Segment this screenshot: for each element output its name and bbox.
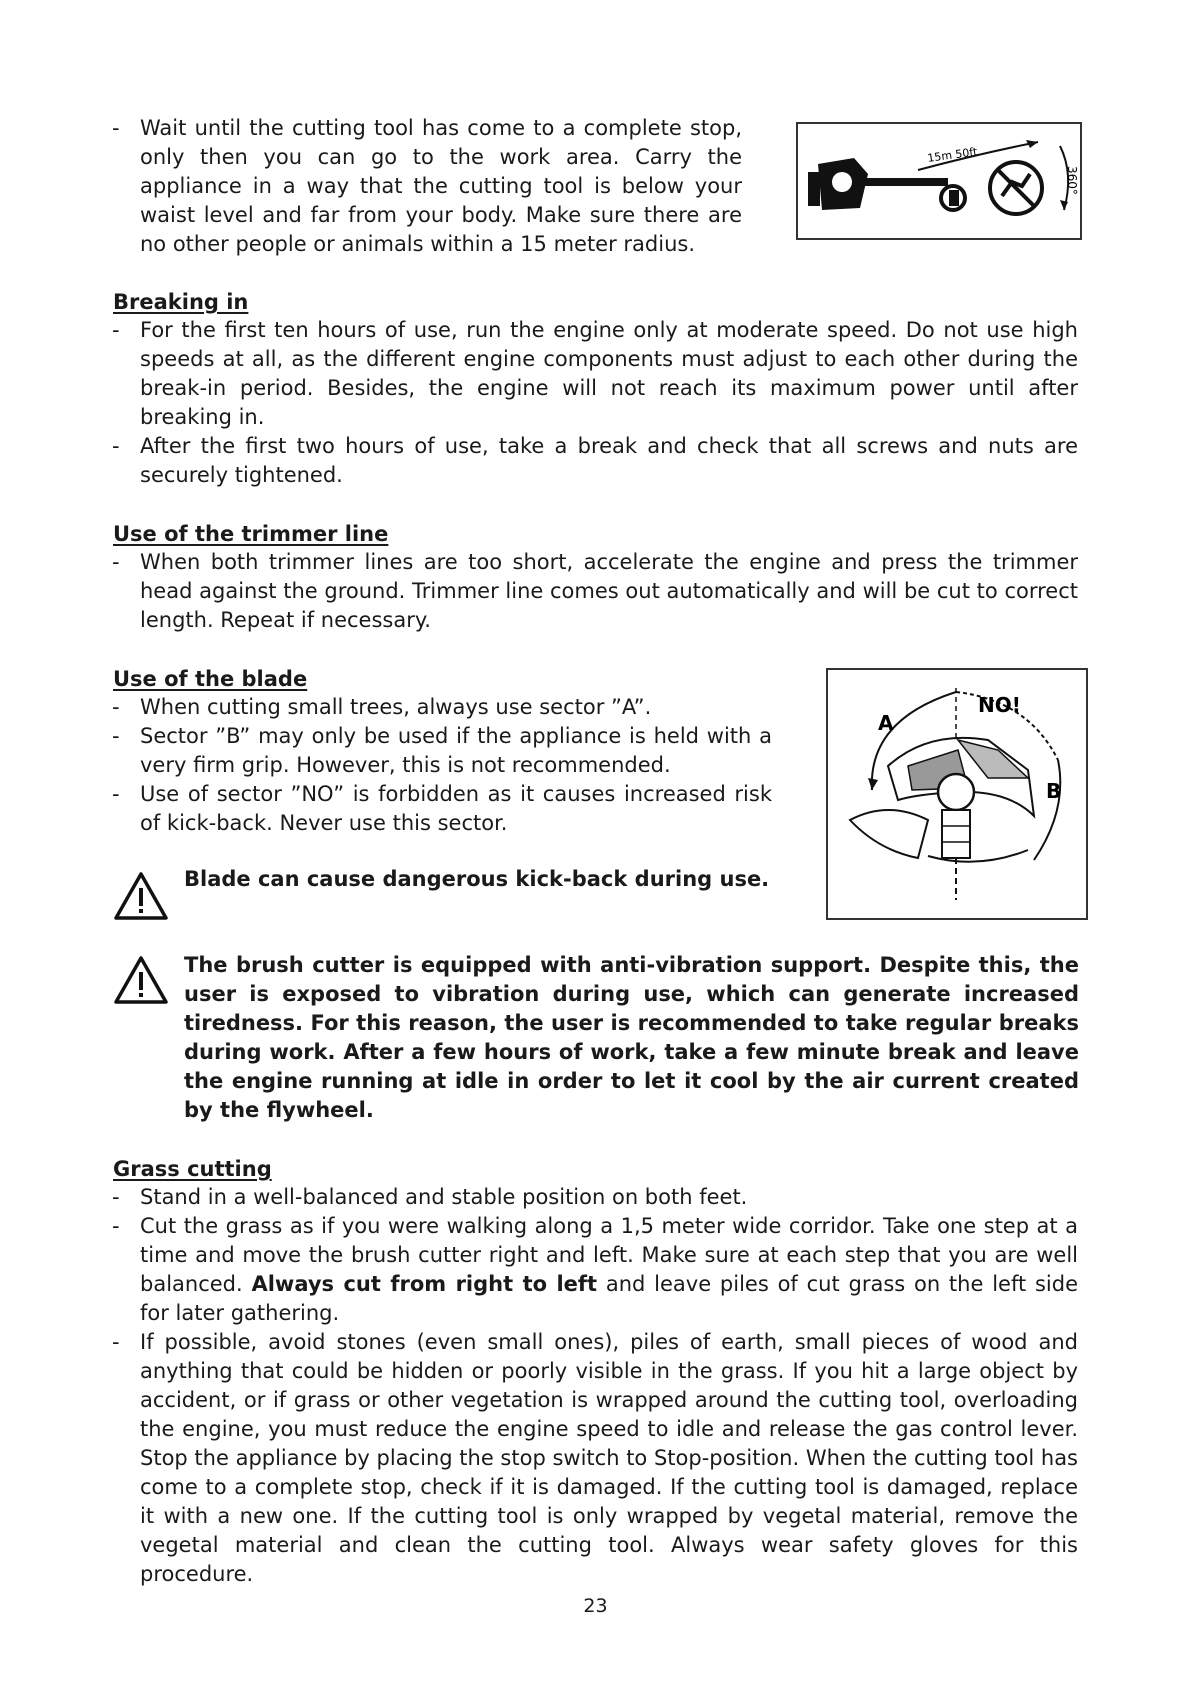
blade-warning xyxy=(113,865,773,929)
breaking-in-item-1: For the first ten hours of use, run the engine only at moderate speed. Do not use high speeds at all, as the different engine components must adjust to each other during the break-in period. Besides, the engine will not reach its maximum power until after breaking in. xyxy=(140,318,1078,429)
grass-cutting-item-2-end: and leave piles of cut grass on the left side for later gathering. xyxy=(140,1272,1079,1325)
bullet-dash: - xyxy=(112,434,120,458)
blade-warning-text: Blade can cause dangerous kick-back during use. xyxy=(184,867,770,891)
grass-cutting-item-2-start: Cut the grass as if you were walking along a 1,5 meter wide corridor. Take one step at a time and move the brush cutter right and left. Make sure at each step that you are well balanced. xyxy=(140,1214,1078,1296)
bullet-dash: - xyxy=(112,1330,120,1354)
heading-grass-cutting: Grass cutting xyxy=(113,1157,272,1181)
blade-item-2: Sector ”B” may only be used if the appliance is held with a very firm grip. However, this is not recommended. xyxy=(140,724,772,777)
grass-cutting-item-2-emphasis: Always cut from right to left xyxy=(251,1272,598,1296)
vibration-warning xyxy=(113,951,1079,1131)
blade-sector-diagram xyxy=(828,670,1086,918)
angle-label: 360° xyxy=(1065,166,1079,195)
grass-cutting-item-2 xyxy=(140,1212,1078,1328)
grass-cutting-item-1: Stand in a well-balanced and stable position on both feet. xyxy=(140,1185,748,1209)
blade-item-1: When cutting small trees, always use sector ”A”. xyxy=(140,695,652,719)
bullet-dash: - xyxy=(112,116,120,140)
heading-blade: Use of the blade xyxy=(113,667,308,691)
bullet-dash: - xyxy=(112,782,120,806)
page-number: 23 xyxy=(583,1595,608,1617)
intro-bullet-text: Wait until the cutting tool has come to a complete stop, only then you can go to the work area. Carry the appliance in a way that the cutting tool is below your waist level and far from your body. Make sure there are no other people or animals within a 15 meter radius. xyxy=(140,116,742,256)
blade-sector-figure xyxy=(826,668,1088,920)
vibration-warning-text: The brush cutter is equipped with anti-vibration support. Despite this, the user is exposed to vibration during use, which can generate increased tiredness. For this reason, the user is recommended to take regular breaks during work. After a few hours of work, take a few minute break and leave the engine running at idle in order to let it cool by the air current created by the flywheel. xyxy=(184,953,1079,1122)
carry-position-illustration xyxy=(798,124,1080,238)
grass-cutting-item-3: If possible, avoid stones (even small ones), piles of earth, small pieces of wood and anything that could be hidden or poorly visible in the grass. If you hit a large object by accident, or if grass or other vegetation is wrapped around the cutting tool, overloading the engine, you must reduce the engine speed to idle and release the gas control lever. Stop the appliance by placing the stop switch to Stop-position. When the cutting tool has come to a complete stop, check if it is damaged. If the cutting tool is damaged, replace it with a new one. If the cutting tool is only wrapped by vegetal material, remove the vegetal material and clean the cutting tool. Always wear safety gloves for this procedure. xyxy=(140,1330,1078,1586)
breaking-in-item-2: After the first two hours of use, take a break and check that all screws and nuts are securely tightened. xyxy=(140,434,1078,487)
blade-item-3: Use of sector ”NO” is forbidden as it causes increased risk of kick-back. Never use this sector. xyxy=(140,782,772,835)
warning-triangle-icon xyxy=(113,955,169,1005)
heading-breaking-in: Breaking in xyxy=(113,290,249,314)
distance-label: 15m 50ft xyxy=(926,145,979,165)
sector-no-label: NO! xyxy=(978,693,1021,717)
heading-trimmer-line: Use of the trimmer line xyxy=(113,522,389,546)
warning-triangle-icon xyxy=(113,871,169,921)
bullet-dash: - xyxy=(112,1214,120,1238)
bullet-dash: - xyxy=(112,550,120,574)
trimmer-line-item-1: When both trimmer lines are too short, accelerate the engine and press the trimmer head against the ground. Trimmer line comes out automatically and will be cut to correct length. Repeat if necessary. xyxy=(140,550,1078,632)
bullet-dash: - xyxy=(112,318,120,342)
sector-b-label: B xyxy=(1046,779,1062,803)
bullet-dash: - xyxy=(112,724,120,748)
carry-position-figure xyxy=(796,122,1082,240)
sector-a-label: A xyxy=(878,711,894,735)
bullet-dash: - xyxy=(112,1185,120,1209)
bullet-dash: - xyxy=(112,695,120,719)
